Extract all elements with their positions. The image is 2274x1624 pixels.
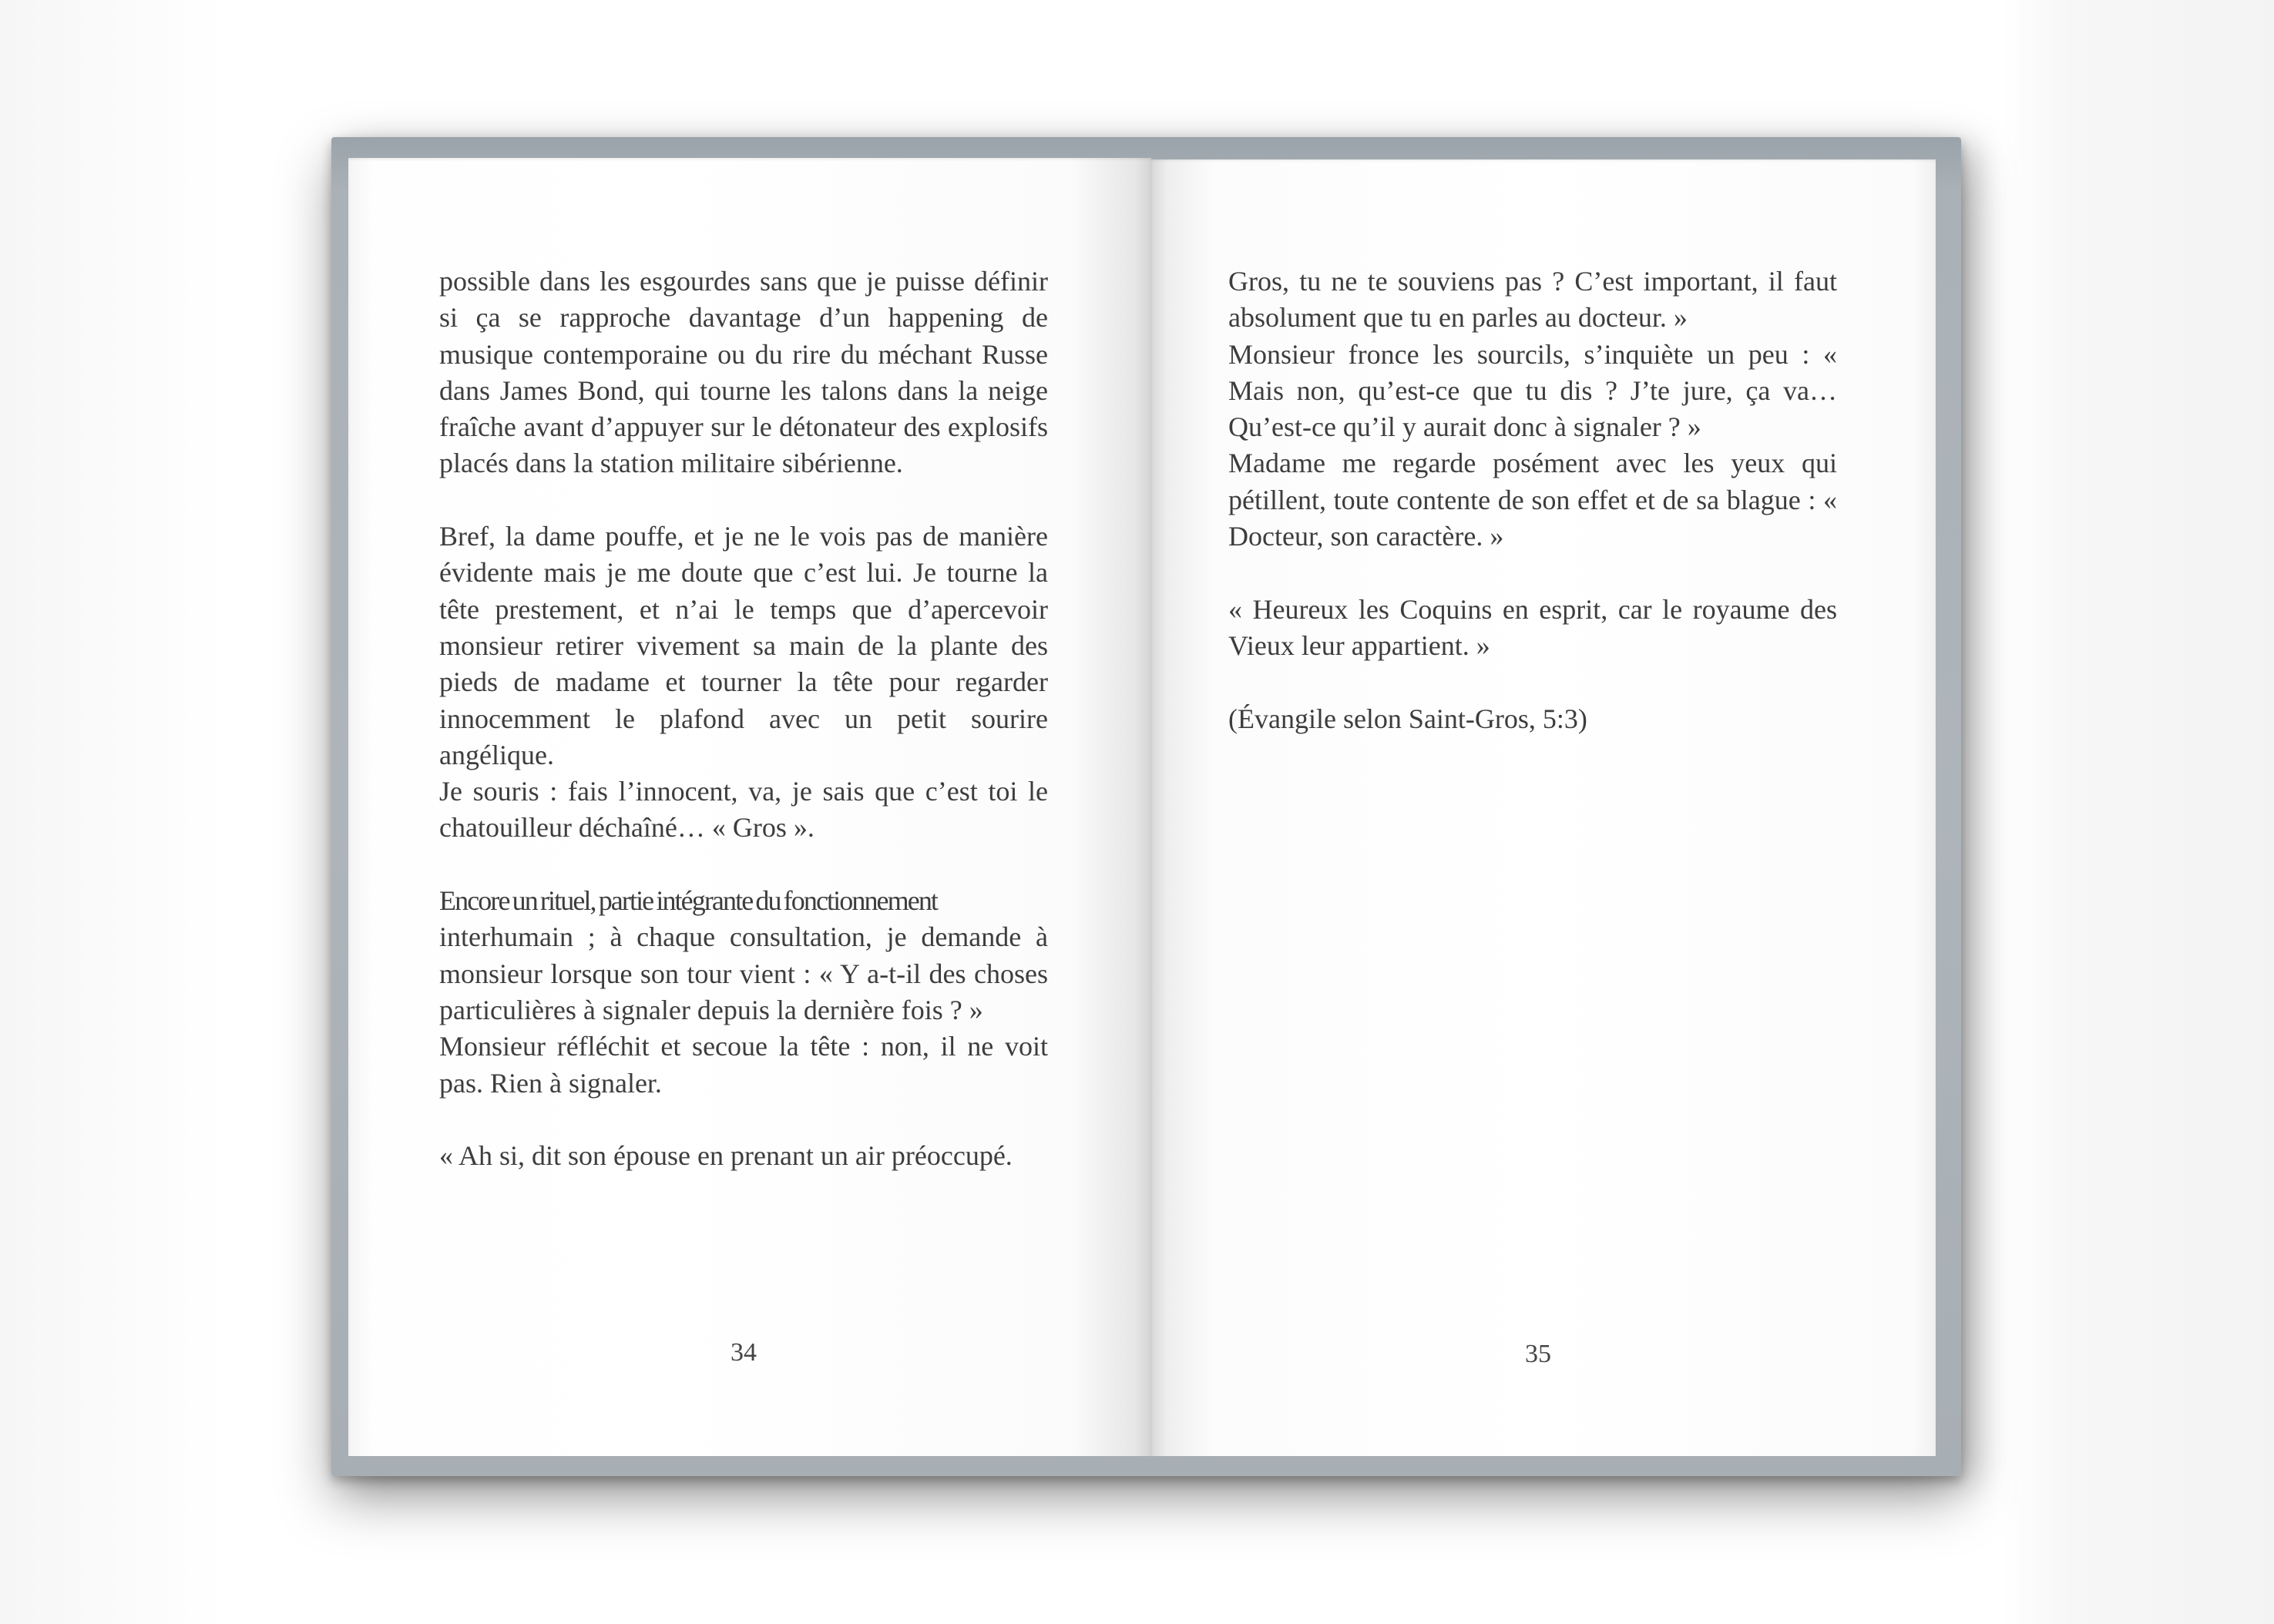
left-paragraph-2: Bref, la dame pouffe, et je ne le vois pas de manière évidente mais je me doute que c’est lui. Je tourne la tête prestement, et n’ai le temps que d’apercevoir monsieur retirer vivement sa main de la plante des pieds de madame et tourner la tête pour regarder innocemment le plafond avec un petit sourire angélique. (439, 521, 1048, 770)
left-page-text (439, 263, 1048, 1174)
left-paragraph-3: Je souris : fais l’innocent, va, je sais que c’est toi le chatouilleur déchaîné… « Gros ». (439, 776, 1048, 844)
right-paragraph-5: (Évangile selon Saint-Gros, 5:3) (1228, 703, 1587, 734)
left-paragraph-4-rest: interhumain ; à chaque consultation, je demande à monsieur lorsque son tour vient : « Y a-t-il des choses particulières à signaler depuis la dernière fois ? » (439, 921, 1048, 1025)
right-page-number: 35 (1525, 1340, 1551, 1368)
right-paragraph-1: Gros, tu ne te souviens pas ? C’est important, il faut absolument que tu en parles au docteur. » (1228, 266, 1837, 334)
right-paragraph-2: Monsieur fronce les sourcils, s’inquiète un peu : « Mais non, qu’est-ce que tu dis ? J’te jure, ça va… Qu’est-ce qu’il y aurait donc à signaler ? » (1228, 338, 1837, 443)
left-page-number: 34 (731, 1338, 757, 1367)
right-paragraph-4: « Heureux les Coquins en esprit, car le royaume des Vieux leur appartient. » (1228, 593, 1837, 661)
right-page-text (1228, 263, 1837, 737)
left-paragraph-4-first-line: Encore un rituel, partie intégrante du fonctionnement (439, 885, 938, 917)
right-paragraph-3: Madame me regarde posément avec les yeux qui pétillent, toute contente de son effet et de sa blague : « Docteur, son caractère. » (1228, 448, 1837, 552)
left-paragraph-6: « Ah si, dit son épouse en prenant un air préoccupé. (439, 1140, 1013, 1172)
left-paragraph-1: possible dans les esgourdes sans que je puisse définir si ça se rapproche davantage d’un happening de musique contemporaine ou du rire du méchant Russe dans James Bond, qui tourne les talons dans la neige fraîche avant d’appuyer sur le détonateur des explosifs placés dans la station militaire sibérienne. (439, 266, 1048, 479)
right-page (1151, 159, 1936, 1456)
left-paragraph-5: Monsieur réfléchit et secoue la tête : non, il ne voit pas. Rien à signaler. (439, 1031, 1048, 1099)
left-page (348, 158, 1151, 1456)
